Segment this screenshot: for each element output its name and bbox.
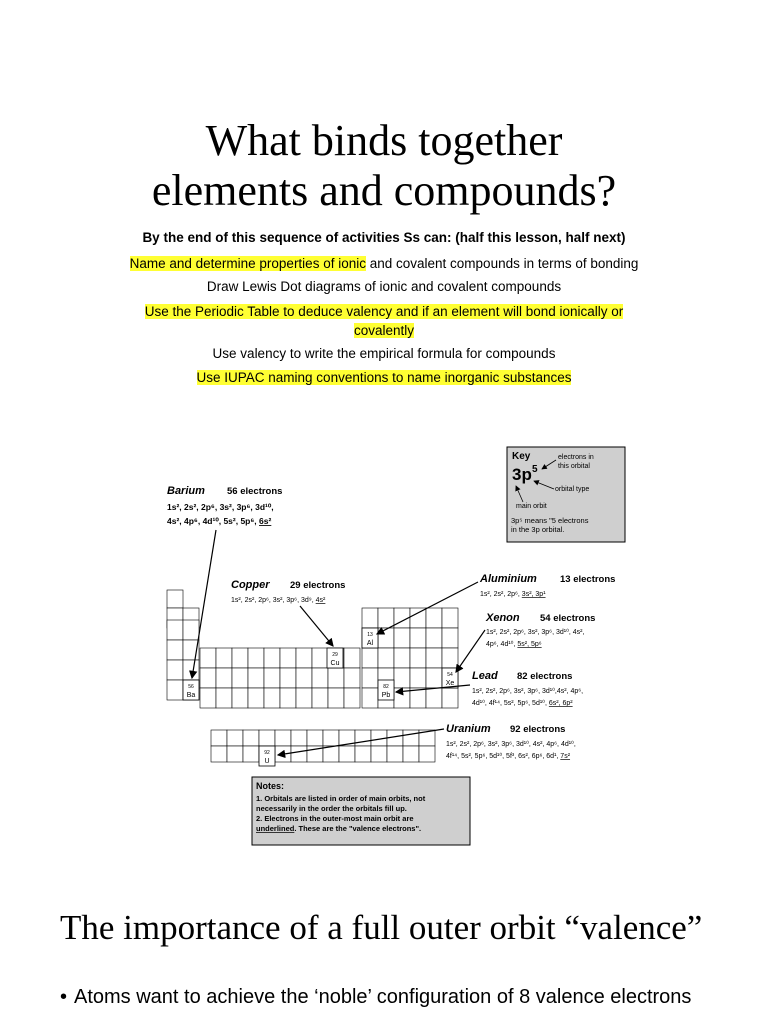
objective-3: [90, 302, 678, 340]
key-electrons-label: electrons in: [558, 454, 594, 461]
table-cell: [280, 648, 296, 668]
svg-text:29: 29: [332, 652, 338, 658]
table-cell: [232, 648, 248, 668]
notes-line-3: 2. Electrons in the outer-most main orbit are: [256, 814, 414, 823]
notes-title: Notes:: [256, 781, 285, 791]
table-cell: [296, 688, 312, 708]
table-cell: [362, 688, 378, 708]
table-cell: [243, 746, 259, 762]
periodic-table-diagram: [160, 440, 630, 850]
table-cell: [344, 668, 360, 688]
table-cell: [362, 608, 378, 628]
table-cell: [312, 668, 328, 688]
table-cell: [442, 648, 458, 668]
table-cell: [323, 746, 339, 762]
table-cell: [312, 688, 328, 708]
element-cell-ba: [183, 680, 199, 700]
table-cell: [167, 590, 183, 608]
table-cell: [328, 688, 344, 708]
barium-name: Barium: [167, 485, 205, 497]
table-cell: [339, 746, 355, 762]
table-cell: [410, 668, 426, 688]
table-cell: [291, 746, 307, 762]
table-cell: [323, 730, 339, 746]
table-cell: [227, 730, 243, 746]
objective-3-line-2: covalently: [353, 323, 415, 338]
objective-5: [90, 368, 678, 387]
bullet-dot: •: [60, 986, 68, 1008]
table-cell: [442, 628, 458, 648]
notes-line-2: necessarily in the order the orbitals fill up.: [256, 804, 407, 813]
objective-2: Draw Lewis Dot diagrams of ionic and covalent compounds: [206, 279, 562, 294]
table-cell: [426, 608, 442, 628]
xenon-arrow: [456, 630, 485, 672]
aluminium-label: [479, 573, 615, 598]
table-cell: [216, 688, 232, 708]
table-cell: [211, 746, 227, 762]
table-cell: [426, 668, 442, 688]
key-electrons-label-2: this orbital: [558, 463, 590, 470]
uranium-label: [446, 723, 576, 760]
copper-label: [231, 579, 345, 604]
table-cell: [264, 688, 280, 708]
aluminium-electrons: 13 electrons: [560, 574, 616, 585]
key-meaning-1: 3p⁵ means "5 electrons: [511, 516, 589, 525]
table-cell: [296, 668, 312, 688]
table-cell: [371, 746, 387, 762]
table-cell: [296, 648, 312, 668]
objective-1-highlight: Name and determine properties of ionic: [129, 256, 366, 271]
svg-text:Cu: Cu: [330, 660, 340, 667]
table-cell: [307, 730, 323, 746]
table-cell: [410, 648, 426, 668]
key-superscript: 5: [532, 464, 538, 475]
svg-text:56: 56: [188, 684, 194, 690]
table-cell: [248, 668, 264, 688]
notes-line-4: underlined. These are the "valence electrons".: [256, 824, 422, 833]
table-cell: [355, 730, 371, 746]
xenon-config-1: 1s², 2s², 2p⁶, 3s², 3p⁶, 3d¹⁰, 4s²,: [486, 629, 585, 636]
table-cell: [378, 648, 394, 668]
svg-text:U: U: [264, 758, 270, 765]
lead-config-1: 1s², 2s², 2p⁶, 3s², 3p⁶, 3d¹⁰,4s², 4p⁶,: [472, 688, 584, 695]
table-cell: [167, 620, 183, 640]
table-cell: [394, 628, 410, 648]
table-cell: [259, 730, 275, 746]
element-cell-cu: [327, 648, 343, 668]
svg-text:13: 13: [367, 632, 373, 638]
uranium-config-1: 1s², 2s², 2p⁶, 3s², 3p⁶, 3d¹⁰, 4s², 4p⁶, 4d¹⁰,: [446, 741, 576, 748]
section-heading: The importance of a full outer orbit “valence”: [60, 908, 703, 947]
table-cell: [167, 640, 183, 660]
lead-name: Lead: [472, 670, 498, 682]
table-cell: [200, 688, 216, 708]
svg-text:Ba: Ba: [186, 692, 196, 699]
table-cell: [387, 746, 403, 762]
table-cell: [167, 680, 183, 700]
table-cell: [183, 620, 199, 640]
key-orbital-type: orbital type: [555, 486, 590, 493]
table-cell: [362, 668, 378, 688]
barium-config-2: 4s², 4p⁶, 4d¹⁰, 5s², 5p⁶, 6s²: [167, 516, 272, 526]
element-cell-al: [362, 628, 378, 648]
table-cell: [426, 628, 442, 648]
xenon-electrons: 54 electrons: [540, 613, 596, 624]
lead-label: [472, 670, 583, 707]
lead-config-2: 4d¹⁰, 4f¹⁴, 5s², 5p⁶, 5d¹⁰, 6s², 6p²: [472, 700, 573, 707]
uranium-name: Uranium: [446, 723, 491, 735]
objectives-heading: By the end of this sequence of activities Ss can: (half this lesson, half next): [142, 230, 626, 245]
barium-electrons: 56 electrons: [227, 486, 283, 497]
element-cell-pb: [378, 680, 394, 700]
copper-name: Copper: [231, 579, 270, 591]
table-cell: [355, 746, 371, 762]
copper-electrons: 29 electrons: [290, 580, 346, 591]
title-line-2: elements and compounds?: [151, 166, 617, 215]
table-cell: [280, 668, 296, 688]
svg-text:Xe: Xe: [445, 680, 455, 687]
table-cell: [280, 688, 296, 708]
table-cell: [211, 730, 227, 746]
uranium-electrons: 92 electrons: [510, 724, 566, 735]
table-cell: [394, 648, 410, 668]
objective-1-rest: and covalent compounds in terms of bonding: [365, 256, 639, 271]
barium-config-1: 1s², 2s², 2p⁶, 3s², 3p⁶, 3d¹⁰,: [167, 502, 274, 512]
table-cell: [264, 668, 280, 688]
table-cell: [410, 608, 426, 628]
table-cell: [291, 730, 307, 746]
table-cell: [243, 730, 259, 746]
xenon-name: Xenon: [486, 612, 520, 624]
aluminium-name: Aluminium: [480, 573, 537, 585]
xenon-config-2: 4p⁶, 4d¹⁰, 5s², 5p⁶: [486, 641, 542, 648]
slide-title-text: [0, 116, 768, 216]
notes-box: [252, 777, 470, 845]
table-cell: [216, 668, 232, 688]
svg-text:Al: Al: [366, 640, 374, 647]
aluminium-config: 1s², 2s², 2p⁶, 3s², 3p¹: [480, 591, 546, 598]
table-cell: [442, 608, 458, 628]
svg-text:82: 82: [383, 684, 389, 690]
table-cell: [227, 746, 243, 762]
table-cell: [264, 648, 280, 668]
title-line-1: What binds together: [205, 116, 563, 165]
table-cell: [403, 746, 419, 762]
notes-line-1: 1. Orbitals are listed in order of main orbits, not: [256, 794, 426, 803]
svg-text:92: 92: [264, 750, 270, 756]
copper-arrow: [300, 606, 333, 646]
barium-label: [167, 485, 282, 526]
copper-config: 1s², 2s², 2p⁶, 3s², 3p⁶, 3d⁹, 4s²: [231, 597, 326, 604]
electron-configuration-figure: [160, 440, 630, 855]
table-cell: [426, 688, 442, 708]
periodic-table-grid: [167, 590, 458, 762]
objective-1: [90, 254, 678, 273]
svg-text:54: 54: [447, 672, 453, 678]
table-cell: [426, 648, 442, 668]
key-meaning-2: in the 3p orbital.: [511, 525, 565, 534]
table-cell: [442, 688, 458, 708]
table-cell: [344, 648, 360, 668]
table-cell: [200, 668, 216, 688]
svg-text:Pb: Pb: [381, 692, 391, 699]
xenon-label: [485, 612, 595, 648]
table-cell: [248, 648, 264, 668]
objective-3-line-1: Use the Periodic Table to deduce valency and if an element will bond ionically or: [144, 304, 624, 319]
table-cell: [275, 730, 291, 746]
objective-4: Use valency to write the empirical formula for compounds: [212, 346, 556, 361]
table-cell: [362, 648, 378, 668]
table-cell: [403, 730, 419, 746]
key-main-orbit: main orbit: [516, 503, 547, 510]
key-title: Key: [512, 451, 531, 462]
table-cell: [378, 628, 394, 648]
key-symbol: 3p: [512, 465, 532, 484]
table-cell: [183, 660, 199, 680]
table-cell: [232, 688, 248, 708]
table-cell: [394, 668, 410, 688]
table-cell: [419, 746, 435, 762]
table-cell: [328, 668, 344, 688]
key-box: [507, 447, 625, 542]
uranium-config-2: 4f¹⁴, 5s², 5p⁶, 5d¹⁰, 5f³, 6s², 6p⁶, 6d¹, 7s²: [446, 753, 571, 760]
table-cell: [232, 668, 248, 688]
table-cell: [410, 628, 426, 648]
objective-5-highlight: Use IUPAC naming conventions to name inorganic substances: [196, 370, 572, 385]
element-cell-u: [259, 746, 275, 766]
table-cell: [200, 648, 216, 668]
lead-electrons: 82 electrons: [517, 671, 573, 682]
bullet-text: Atoms want to achieve the ‘noble’ configuration of 8 valence electrons: [74, 986, 692, 1008]
table-cell: [312, 648, 328, 668]
table-cell: [248, 688, 264, 708]
table-cell: [378, 608, 394, 628]
table-cell: [344, 688, 360, 708]
table-cell: [167, 660, 183, 680]
table-cell: [216, 648, 232, 668]
element-cell-xe: [442, 668, 458, 688]
